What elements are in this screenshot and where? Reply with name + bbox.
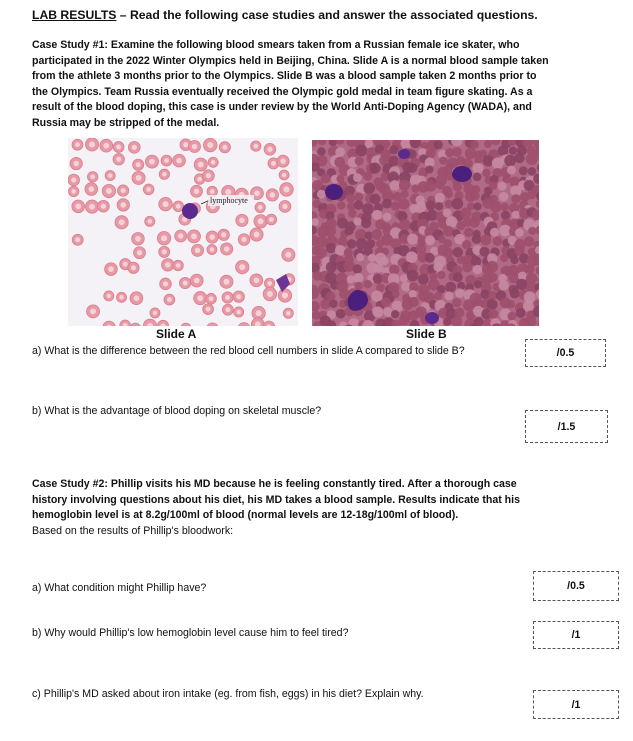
white-cell	[425, 312, 439, 324]
slide-a-caption: Slide A	[156, 327, 197, 341]
case1-question-b: b) What is the advantage of blood doping on skeletal muscle?	[32, 405, 322, 417]
white-cell	[398, 149, 410, 159]
case1-marks-a: /0.5	[525, 339, 606, 367]
case-study-2-lead-in: Based on the results of Phillip's bloodwork:	[32, 524, 234, 537]
white-cell	[325, 184, 343, 200]
case2-marks-c: /1	[533, 690, 619, 719]
slide-a-image	[68, 138, 298, 326]
lymphocyte-cell	[182, 203, 198, 219]
case2-question-b: b) Why would Phillip's low hemoglobin level cause him to feel tired?	[32, 627, 349, 639]
case2-question-a: a) What condition might Phillip have?	[32, 582, 207, 594]
slide-b-caption: Slide B	[406, 327, 447, 341]
instruction-text: – Read the following case studies and answer the associated questions.	[116, 8, 538, 22]
case2-question-c: c) Phillip's MD asked about iron intake (eg. from fish, eggs) in his diet? Explain why.	[32, 688, 424, 700]
lymphocyte-label: lymphocyte	[210, 196, 248, 205]
case-study-2-text: Case Study #2: Phillip visits his MD because he is feeling constantly tired. After a thorough case history involving questions about his diet, his MD takes a blood sample. Results indicate that his hemoglobin level is at 8.2g/100ml of blood (normal levels are 12-18g/100ml of blood).	[32, 478, 520, 522]
case1-question-a: a) What is the difference between the red blood cell numbers in slide A compared to slide B?	[32, 345, 465, 357]
case1-marks-b: /1.5	[525, 410, 608, 443]
case2-marks-a: /0.5	[533, 571, 619, 601]
lab-results-label: LAB RESULTS	[32, 8, 117, 22]
case-study-2	[32, 477, 542, 539]
page-title	[32, 8, 538, 22]
case-study-1-text: Case Study #1: Examine the following blood smears taken from a Russian female ice skater, who participated in the 2022 Winter Olympics held in Beijing, China. Slide A is a normal blood sample taken from the athlete 3 months prior to the Olympics. Slide B was a blood sample taken 2 months prior to the Olympics. Team Russia eventually received the Olympic gold medal in team figure skating. As a result of the blood doping, this case is under review by the World Anti-Doping Agency (WADA), and Russia may be stripped of the medal.	[32, 39, 549, 129]
white-cell	[452, 166, 472, 182]
case2-marks-b: /1	[533, 621, 619, 649]
slide-b-image	[312, 140, 539, 326]
